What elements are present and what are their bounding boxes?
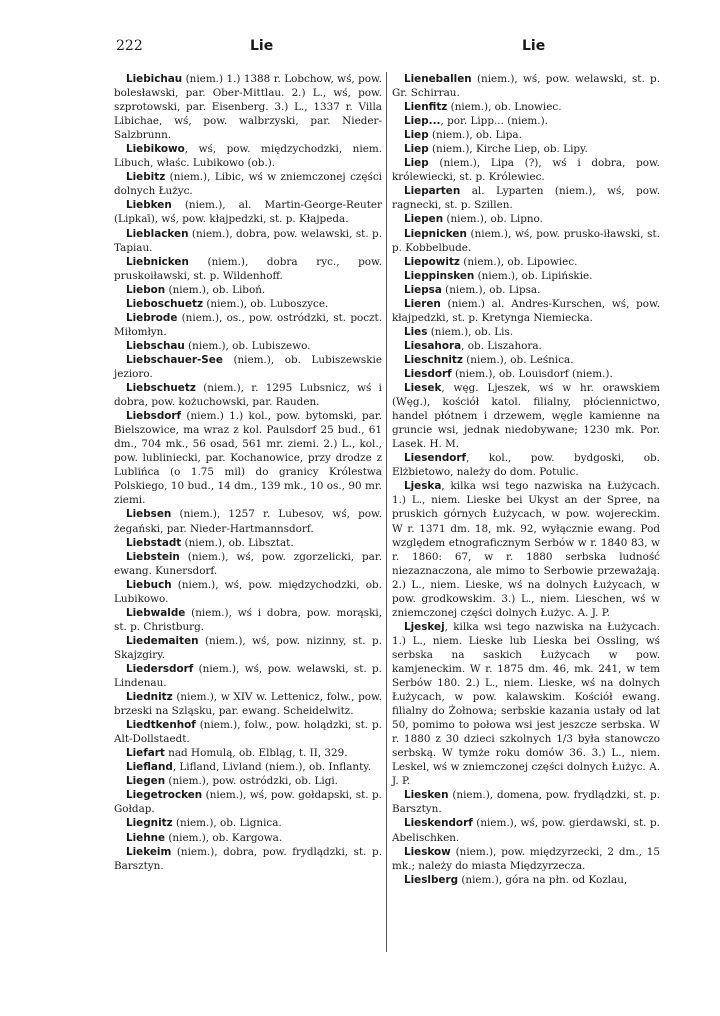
entry-text: (niem.), ob. Libsztat. <box>181 536 294 549</box>
dictionary-entry <box>114 409 382 507</box>
dictionary-entry <box>114 311 382 339</box>
entry-text: (niem.), pow. międzyrzecki, 2 dm., 15 mk.; należy do miasta Międzyrzecza. <box>392 845 660 872</box>
entry-headword: Liebken <box>126 199 172 212</box>
dictionary-entry <box>392 479 660 619</box>
entry-headword: Liebwalde <box>126 606 186 619</box>
entry-headword: Liebrode <box>126 311 178 324</box>
entry-text: (niem.), wś, pow. nizinny, st. p. Skajzgiry. <box>114 634 382 661</box>
entry-headword: Liesendorf <box>404 452 467 465</box>
entry-text: (niem.), wś, pow. zgorzelicki, par. ewang. Kunersdorf. <box>114 550 382 577</box>
running-head-left: Lie <box>250 38 274 54</box>
entry-text: (niem.), ob. Lipno. <box>443 213 543 226</box>
dictionary-entry <box>392 297 660 325</box>
dictionary-entry <box>392 620 660 789</box>
entry-headword: Liebstein <box>126 550 180 563</box>
dictionary-entry <box>114 845 382 873</box>
dictionary-entry <box>392 283 660 297</box>
entry-headword: Lieschnitz <box>404 353 463 366</box>
entry-headword: Liep... <box>404 115 441 128</box>
dictionary-entry <box>114 718 382 746</box>
entry-text: (niem.), ob. Lignica. <box>172 817 282 830</box>
entry-text: (niem.), folw., pow. holądzki, st. p. Alt-Dollstaedt. <box>114 719 382 746</box>
dictionary-entry <box>392 339 660 353</box>
dictionary-entry <box>114 550 382 578</box>
dictionary-entry <box>392 184 660 212</box>
entry-headword: Liebsdorf <box>126 410 182 423</box>
entry-text: (niem.), pow. ostródzki, ob. Ligi. <box>165 775 338 788</box>
dictionary-entry <box>114 634 382 662</box>
dictionary-entry <box>114 339 382 353</box>
dictionary-entry <box>114 507 382 535</box>
left-column <box>114 72 382 873</box>
dictionary-entry <box>392 212 660 226</box>
entry-text: , ob. Liszahora. <box>461 339 542 352</box>
entry-headword: Liekeim <box>126 845 172 858</box>
entry-headword: Liedersdorf <box>126 662 194 675</box>
entry-headword: Liedtkenhof <box>126 719 196 732</box>
entry-headword: Liepowitz <box>404 255 460 268</box>
entry-headword: Lienfitz <box>404 101 448 114</box>
entry-headword: Liesken <box>404 789 449 802</box>
dictionary-entry <box>114 831 382 845</box>
entry-headword: Liebschuetz <box>126 382 196 395</box>
running-head-right: Lie <box>522 38 546 54</box>
dictionary-entry <box>114 760 382 774</box>
entry-text: (niem.), 1257 r. Lubesov, wś, pow. żegański, par. Nieder-Hartmannsdorf. <box>114 508 382 535</box>
entry-headword: Liefland <box>126 761 173 774</box>
entry-text: (niem.), al. Martin-George-Reuter (Lipkaī), wś, pow. kłajpedzki, st. p. Kłajpeda. <box>114 199 382 226</box>
entry-text: (niem.), r. 1295 Lubsnicz, wś i dobra, pow. kożuchowski, par. Rauden. <box>114 382 382 409</box>
entry-text: (niem.) 1.) kol., pow. bytomski, par. Bielszowice, ma wraz z kol. Paulsdorf 25 bud., 61 dm., 704 mk., 56 osad, 561 mr. ziemi. 2.) L., kol., pow. lubliniecki, par. Kochanowice, przy drodze z Lublińca (o 1.75 mil) do granicy Królestwa Polskiego, 10 bud., 14 dm., 139 mk., 10 os., 90 mr. ziemi. <box>114 410 382 507</box>
entry-text: (niem.), wś, pow. welawski, st. p. Gr. Schirrau. <box>392 73 660 100</box>
entry-text: (niem.), Kirche Liep, ob. Lipy. <box>428 143 588 156</box>
entry-headword: Liebschau <box>126 339 185 352</box>
entry-headword: Liefart <box>126 747 165 760</box>
entry-text: (niem.), ob. Lipsa. <box>441 283 541 296</box>
entry-text: , Lifland, Livland (niem.), ob. Inflanty. <box>172 761 372 774</box>
entry-text: (niem.), wś i dobra, pow. morąski, st. p. Christburg. <box>114 606 382 633</box>
entry-headword: Liebikowo <box>126 143 185 156</box>
entry-headword: Liep <box>404 143 429 156</box>
entry-text: , kilka wsi tego nazwiska na Łużycach. 1.) L., niem. Lieske bei Ukyst an der Spree, na pruskich górnych Łużycach, w pow. wojereckim. W r. 1371 dm. 18, mk. 92, wyłącznie ewang. Pod względem etnograficznym Serbów w r. 1840 83, w r. 1860: 67, w r. 1880 serbska ludność niezaznaczona, ale mimo to Serbowie przeważają. 2.) L., niem. Lieske, wś na dolnych Łużycach, w pow. grodkowskim. 3.) L., niem. Lieschen, wś w zniemczonej części dolnych Łużyc. A. J. P. <box>392 480 660 619</box>
entry-headword: Liebschauer-See <box>126 353 223 366</box>
entry-headword: Ljeskej <box>404 620 445 633</box>
entry-headword: Liesdorf <box>404 367 452 380</box>
entry-text: al. Lyparten (niem.), wś, pow. ragnecki, st. p. Szillen. <box>392 185 660 212</box>
entry-headword: Lieboschuetz <box>126 297 204 310</box>
entry-text: (niem.), ob. Luboszyce. <box>203 297 329 310</box>
dictionary-entry <box>392 100 660 114</box>
dictionary-entry <box>392 816 660 844</box>
dictionary-entry <box>114 606 382 634</box>
entry-headword: Liepnicken <box>404 227 467 240</box>
entry-text: (niem.), dobra, pow. frydlądzki, st. p. Barsztyn. <box>114 845 382 872</box>
dictionary-entry <box>392 353 660 367</box>
entry-text: (niem.), góra na płn. od Kozlau, <box>458 873 628 886</box>
dictionary-entry <box>114 255 382 283</box>
entry-text: (niem.), ob. Kargowa. <box>165 831 283 844</box>
entry-text: (niem.), ob. Lubiszewo. <box>184 339 311 352</box>
dictionary-entry <box>392 114 660 128</box>
entry-text: nad Homulą, ob. Elbląg, t. II, 329. <box>164 747 348 760</box>
dictionary-entry <box>114 170 382 198</box>
entry-text: (niem.), ob. Lipowiec. <box>459 255 578 268</box>
entry-text: , kol., pow. bydgoski, ob. Elżbietowo, należy do dom. Potulic. <box>392 452 660 479</box>
dictionary-entry <box>114 72 382 142</box>
dictionary-entry <box>114 578 382 606</box>
entry-text: (niem.), wś, pow. międzychodzki, ob. Lubikowo. <box>114 578 382 605</box>
column-divider <box>386 72 387 952</box>
entry-headword: Liegetrocken <box>126 789 203 802</box>
entry-text: (niem.), wś, pow. welawski, st. p. Lindenau. <box>114 662 382 690</box>
entry-headword: Lies <box>404 325 428 338</box>
entry-text: (niem.), ob. Lubiszewskie jezioro. <box>114 353 382 380</box>
entry-text: (niem.), ob. Lipińskie. <box>474 269 593 282</box>
entry-text: , węg. Ljeszek, wś w hr. orawskiem (Węg.), kościół katol. filialny, płóciennictwo, handel płótnem i drzewem, węgle kamienne na gruncie wsi, jednak niedobywane; 1230 mk. Por. Lasek. H. M. <box>392 382 660 451</box>
dictionary-entry <box>114 774 382 788</box>
dictionary-entry <box>392 142 660 156</box>
dictionary-entry <box>392 788 660 816</box>
entry-headword: Ljeska <box>404 480 442 493</box>
entry-text: (niem.), dobra, pow. welawski, st. p. Tapiau. <box>114 227 382 254</box>
entry-text: (niem.) al. Andres-Kurschen, wś, pow. kłajpedzki, st. p. Kretynga Niemiecka. <box>392 297 660 324</box>
entry-headword: Liebstadt <box>126 536 182 549</box>
dictionary-entry <box>114 297 382 311</box>
entry-text: (niem.), Lipa (?), wś i dobra, pow. królewiecki, st. p. Królewiec. <box>392 157 660 184</box>
entry-headword: Liepsa <box>404 283 442 296</box>
entry-text: (niem.), os., pow. ostródzki, st. poczt. Miłomłyn. <box>114 311 382 338</box>
entry-text: (niem.), ob. Leśnica. <box>462 353 574 366</box>
entry-headword: Lieppinsken <box>404 269 475 282</box>
entry-headword: Liebsen <box>126 508 172 521</box>
dictionary-entry <box>114 746 382 760</box>
dictionary-entry <box>392 451 660 479</box>
entry-headword: Liesahora <box>404 339 462 352</box>
dictionary-entry <box>392 845 660 873</box>
dictionary-entry <box>392 381 660 451</box>
dictionary-entry <box>392 269 660 283</box>
entry-headword: Liebichau <box>126 73 183 85</box>
entry-headword: Liepen <box>404 213 444 226</box>
entry-text: (niem.), Libic, wś w zniemczonej części dolnych Łużyc. <box>114 171 382 198</box>
entry-text: (niem.), dobra ryc., pow. pruskoiławski, st. p. Wildenhoff. <box>114 255 382 282</box>
entry-headword: Liep <box>404 157 429 170</box>
dictionary-entry <box>114 690 382 718</box>
dictionary-entry <box>114 816 382 830</box>
entry-headword: Liedemaiten <box>126 634 199 647</box>
entry-text: , wś, pow. międzychodzki, niem. Libuch, właśc. Lubikowo (ob.). <box>114 143 382 170</box>
entry-headword: Liep <box>404 129 429 142</box>
entry-text: (niem.), ob. Louisdorf (niem.). <box>451 367 613 380</box>
entry-text: (niem.), w XIV w. Lettenicz, folw., pow. brzeski na Szląsku, par. ewang. Scheidelwitz. <box>114 691 382 718</box>
dictionary-entry <box>114 662 382 690</box>
dictionary-entry <box>114 227 382 255</box>
dictionary-entry <box>114 198 382 226</box>
entry-headword: Liebuch <box>126 578 172 591</box>
page-number: 222 <box>116 38 143 54</box>
page-header <box>0 38 720 58</box>
dictionary-entry <box>392 227 660 255</box>
dictionary-entry <box>392 873 660 887</box>
dictionary-entry <box>392 325 660 339</box>
entry-text: (niem.), ob. Lipa. <box>428 129 522 142</box>
right-column <box>392 72 660 887</box>
dictionary-entry <box>114 536 382 550</box>
entry-headword: Lieparten <box>404 185 461 198</box>
entry-headword: Lieneballen <box>404 73 472 85</box>
entry-text: (niem.), ob. Lis. <box>427 325 514 338</box>
entry-headword: Liebnicken <box>126 255 189 268</box>
entry-text: (niem.), ob. Lnowiec. <box>447 101 562 114</box>
dictionary-entry <box>392 367 660 381</box>
entry-headword: Lieskendorf <box>404 817 473 830</box>
dictionary-entry <box>114 142 382 170</box>
dictionary-entry <box>114 353 382 381</box>
dictionary-entry <box>392 72 660 100</box>
entry-text: (niem.), wś, pow. prusko-iławski, st. p. Kobbelbude. <box>392 227 660 254</box>
dictionary-entry <box>114 283 382 297</box>
dictionary-entry <box>392 128 660 142</box>
dictionary-entry <box>114 788 382 816</box>
entry-text: , por. Lipp... (niem.). <box>440 115 548 128</box>
entry-headword: Liesek <box>404 382 442 395</box>
entry-headword: Lieren <box>404 297 441 310</box>
dictionary-entry <box>114 381 382 409</box>
entry-headword: Liegen <box>126 775 166 788</box>
entry-headword: Liednitz <box>126 691 173 704</box>
entry-headword: Liegnitz <box>126 817 173 830</box>
entry-text: (niem.), ob. Liboń. <box>165 283 266 296</box>
entry-text: (niem.) 1.) 1388 r. Lobchow, wś, pow. bolesławski, par. Ober-Mittlau. 2.) L., wś, pow. szprotowski, par. Eisenberg. 3.) L., 1337 r. Villa Libichae, wś, pow. walbrzyski, par. Nieder-Salzbrunn. <box>114 73 382 142</box>
entry-headword: Liebon <box>126 283 166 296</box>
dictionary-entry <box>392 255 660 269</box>
entry-text: (niem.), wś, pow. gołdapski, st. p. Gołdap. <box>114 789 382 816</box>
entry-headword: Lieblacken <box>126 227 189 240</box>
entry-text: (niem.), domena, pow. frydlądzki, st. p. Barsztyn. <box>392 789 660 816</box>
entry-text: , kilka wsi tego nazwiska na Łużycach. 1.) L., niem. Lieske lub Lieska bei Ossling, wś serbska na saskich Łużycach w pow. kamjeneckim. W r. 1875 dm. 46, mk. 241, w tem Serbów 180. 2.) L., niem. Lieske, wś na dolnych Łużycach, w pow. kalawskim. Kościół ewang. filialny do Żołnowa; serbskie kazania ustały od lat 50, pomimo to połowa wsi jest jeszcze serbska. W r. 1880 z 30 dzieci szkolnych 1/3 była stanowczo serbską. W tymże roku domów 36. 3.) L., niem. Leskel, wś w zniemczonej części dolnych Łużyc. A. J. P. <box>392 620 660 788</box>
entry-headword: Lieslberg <box>404 873 459 886</box>
entry-headword: Liebitz <box>126 171 166 184</box>
entry-headword: Lieskow <box>404 845 451 858</box>
entry-text: (niem.), wś, pow. gierdawski, st. p. Abelischken. <box>392 817 660 844</box>
dictionary-entry <box>392 156 660 184</box>
entry-headword: Liehne <box>126 831 166 844</box>
